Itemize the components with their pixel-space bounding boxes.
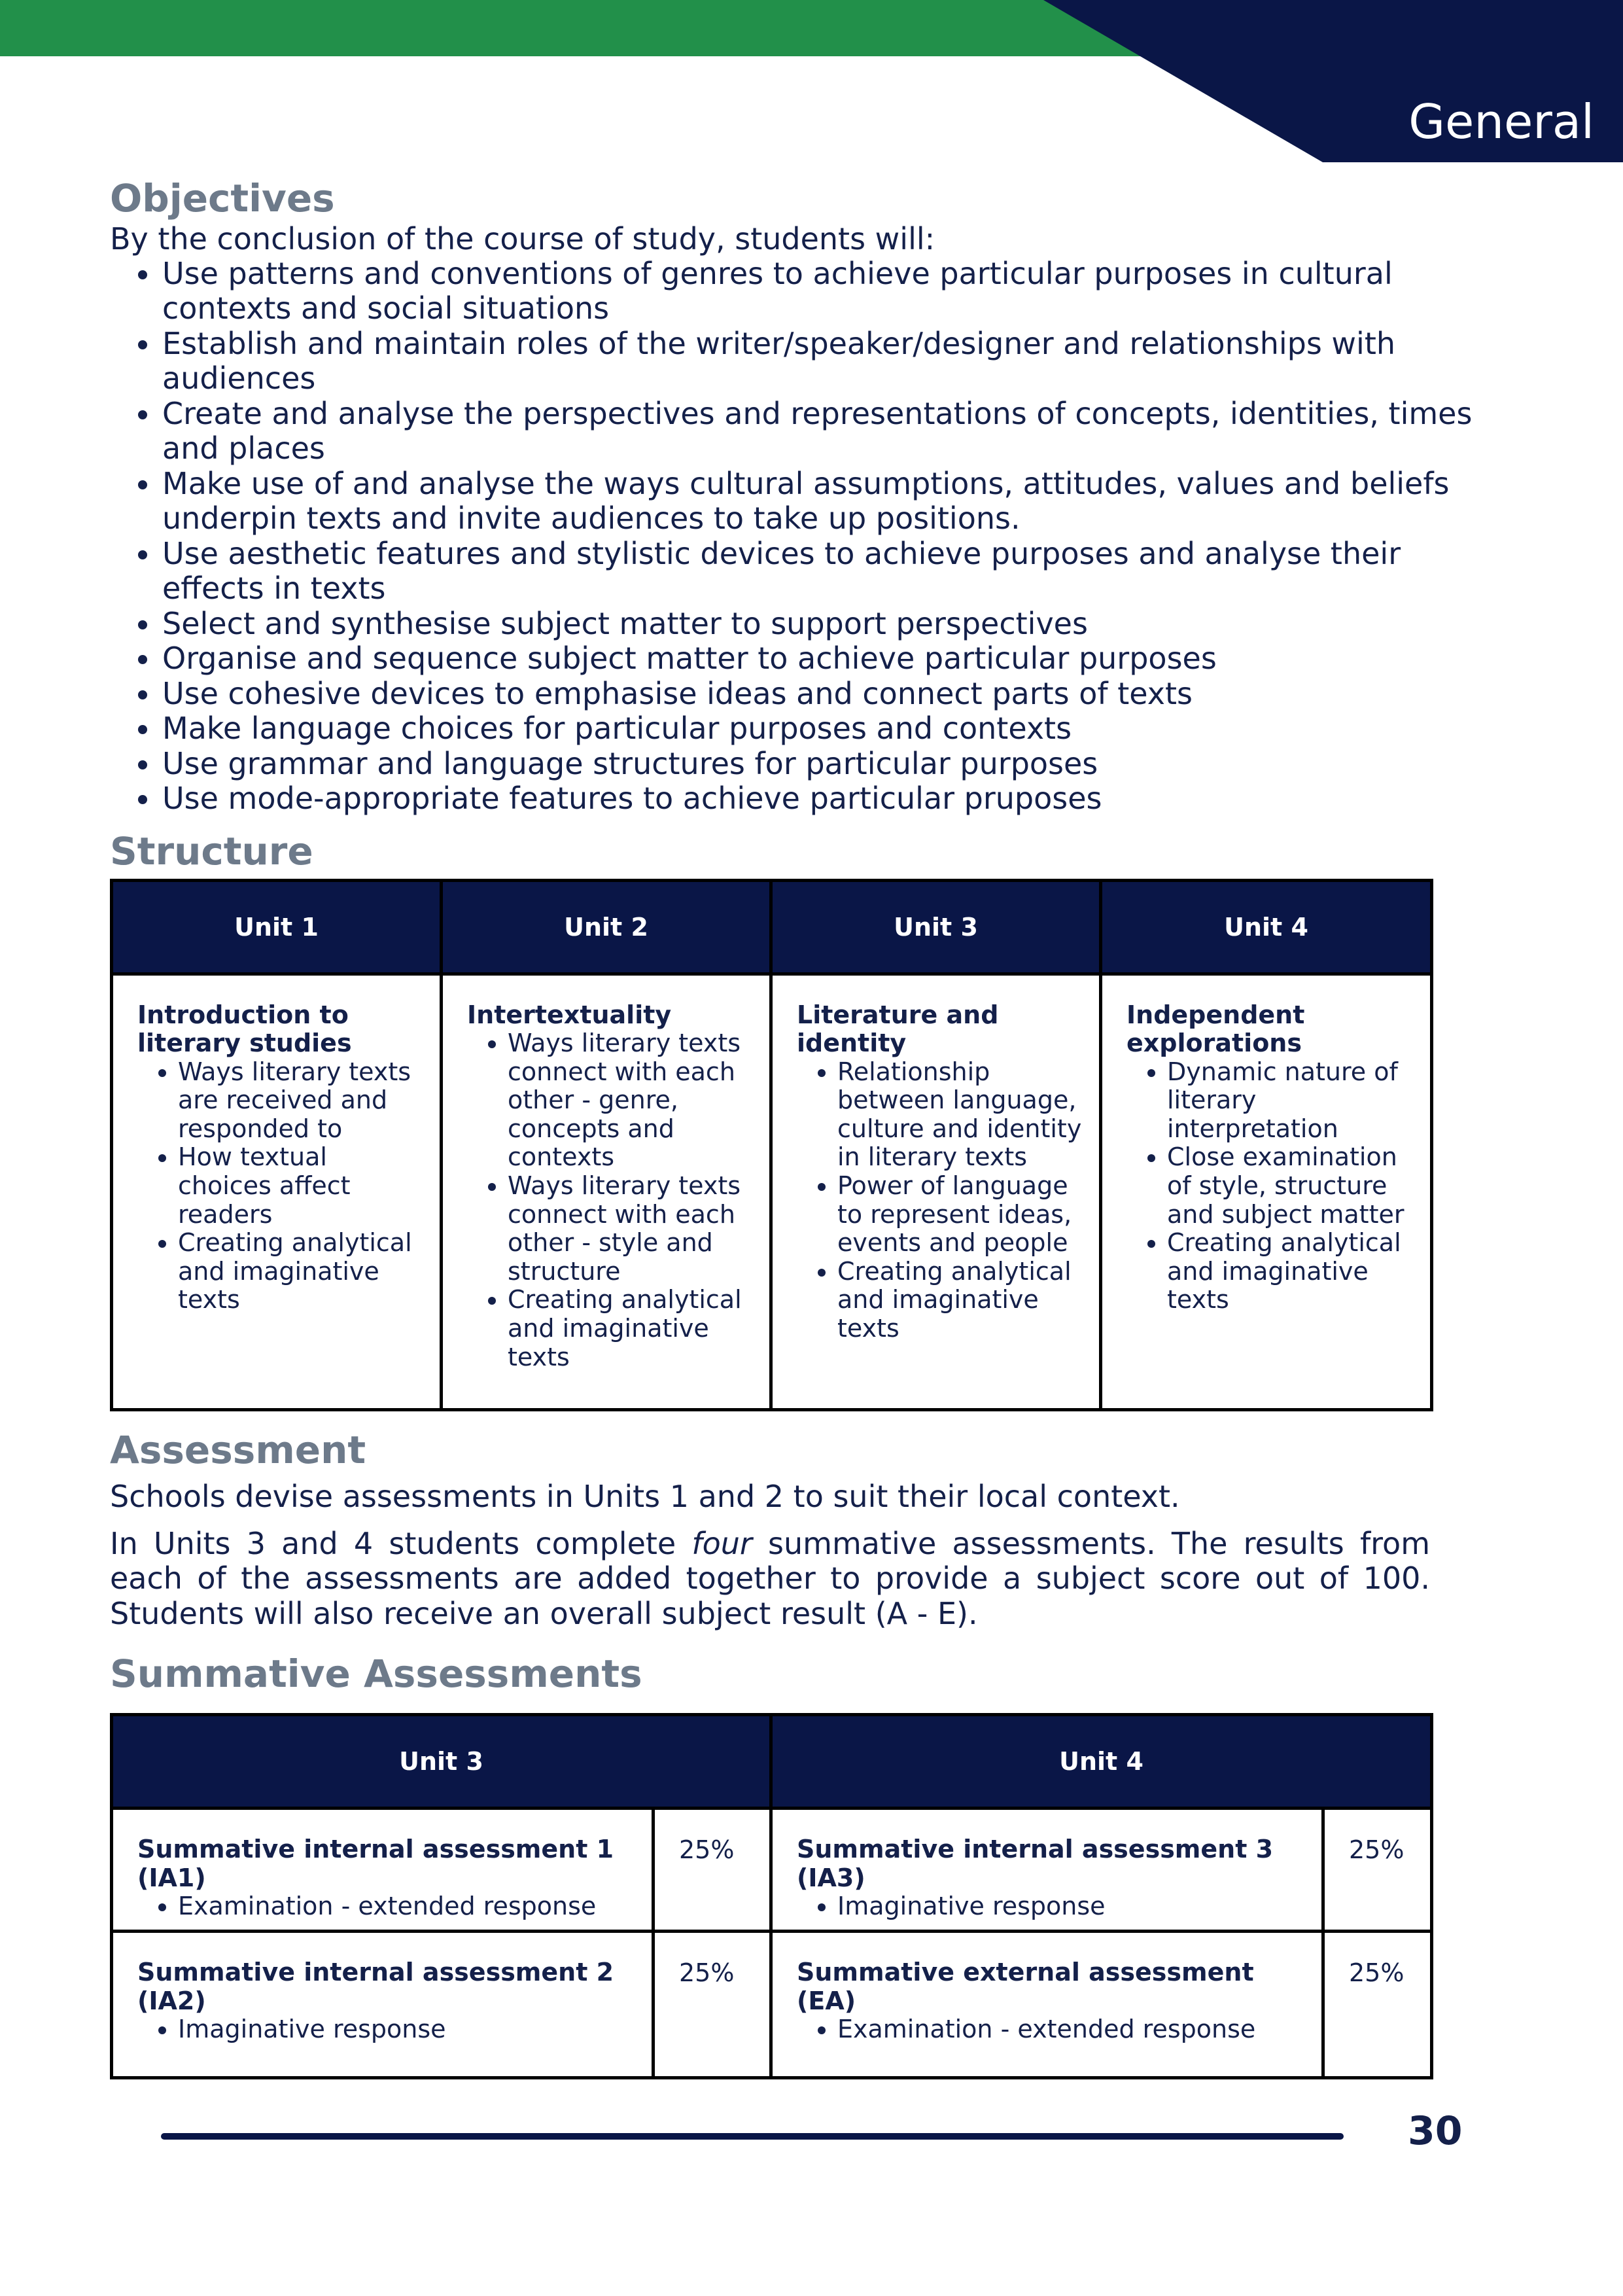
unit-2-title: Intertextuality [467,1000,672,1029]
objectives-heading: Objectives [110,176,335,221]
list-item: • Examination - extended response [837,2015,1309,2044]
unit-1-title: Introduction to literary studies [137,1000,352,1058]
list-item: • Use grammar and language structures for particular purposes [161,747,1510,782]
unit-2-header: Unit 2 [442,880,771,974]
list-item: • Make language choices for particular purposes and contexts [161,711,1510,747]
list-item: • Examination - extended response [178,1892,639,1921]
unit-1-cell [112,974,442,1409]
list-item: • Power of language to represent ideas, events and people [837,1172,1087,1258]
list-item: • How textual choices affect readers [178,1143,427,1229]
summative-table [110,1713,1433,2079]
list-item: • Use patterns and conventions of genres to achieve particular purposes in cultural contexts and social situations [161,256,1510,327]
list-item: • Create and analyse the perspectives and representations of concepts, identities, times and places [161,397,1510,467]
summative-unit-3-header: Unit 3 [112,1715,771,1809]
list-item: • Creating analytical and imaginative texts [837,1258,1087,1343]
summative-unit-4-header: Unit 4 [771,1715,1432,1809]
list-item: • Imaginative response [837,1892,1309,1921]
ia1-weight: 25% [654,1809,771,1932]
unit-1-header: Unit 1 [112,880,442,974]
list-item: • Organise and sequence subject matter to achieve particular purposes [161,641,1510,677]
ia2-title: Summative internal assessment 2 (IA2) [137,1958,614,2015]
unit-3-header: Unit 3 [771,880,1101,974]
ia1-title: Summative internal assessment 1 (IA1) [137,1835,614,1892]
unit-4-cell [1101,974,1432,1409]
ia3-title: Summative internal assessment 3 (IA3) [797,1835,1274,1892]
unit-3-cell [771,974,1101,1409]
assessment-heading: Assessment [110,1427,366,1472]
list-item: • Imaginative response [178,2015,639,2044]
assessment-paragraph-2: In Units 3 and 4 students complete four summative assessments. The results from each of the assessments are added together to provide a subject score out of 100. Students will also receive an overall subject result (A - E). [110,1525,1430,1631]
list-item: • Close examination of style, structure and subject matter [1167,1143,1418,1229]
assessment-paragraph-1: Schools devise assessments in Units 1 and 2 to suit their local context. [110,1479,1180,1515]
structure-heading: Structure [110,828,313,874]
list-item: • Relationship between language, culture and identity in literary texts [837,1058,1087,1172]
list-item: • Use cohesive devices to emphasise ideas and connect parts of texts [161,677,1510,712]
list-item: • Creating analytical and imaginative texts [178,1229,427,1315]
list-item: • Select and synthesise subject matter to support perspectives [161,607,1510,642]
page-content [110,175,1510,2079]
list-item: • Use mode-appropriate features to achieve particular pruposes [161,781,1510,817]
list-item: • Dynamic nature of literary interpretation [1167,1058,1418,1144]
list-item: • Make use of and analyse the ways cultural assumptions, attitudes, values and beliefs underpin texts and invite audiences to take up positions. [161,467,1510,537]
page-number: 30 [1408,2108,1463,2154]
ia3-cell [771,1809,1323,1932]
list-item: • Establish and maintain roles of the writer/speaker/designer and relationships with audiences [161,327,1510,397]
ea-title: Summative external assessment (EA) [797,1958,1254,2015]
unit-4-header: Unit 4 [1101,880,1432,974]
ia2-weight: 25% [654,1932,771,2078]
ea-weight: 25% [1323,1932,1432,2078]
ea-cell [771,1932,1323,2078]
list-item: • Ways literary texts connect with each other - genre, concepts and contexts [508,1029,757,1172]
list-item: • Creating analytical and imaginative texts [1167,1229,1418,1315]
header-label: General [1408,94,1594,149]
ia2-cell [112,1932,654,2078]
objectives-intro: By the conclusion of the course of study, students will: [110,221,935,256]
ia3-weight: 25% [1323,1809,1432,1932]
unit-3-title: Literature and identity [797,1000,999,1058]
objectives-list [110,256,1510,817]
structure-table [110,879,1433,1411]
list-item: • Creating analytical and imaginative texts [508,1286,757,1371]
ia1-cell [112,1809,654,1932]
unit-4-title: Independent explorations [1126,1000,1305,1058]
summative-heading: Summative Assessments [110,1651,642,1697]
list-item: • Ways literary texts connect with each other - style and structure [508,1172,757,1286]
unit-2-cell [442,974,771,1409]
list-item: • Use aesthetic features and stylistic devices to achieve purposes and analyse their effects in texts [161,537,1510,607]
footer-rule [161,2133,1344,2140]
list-item: • Ways literary texts are received and responded to [178,1058,427,1144]
